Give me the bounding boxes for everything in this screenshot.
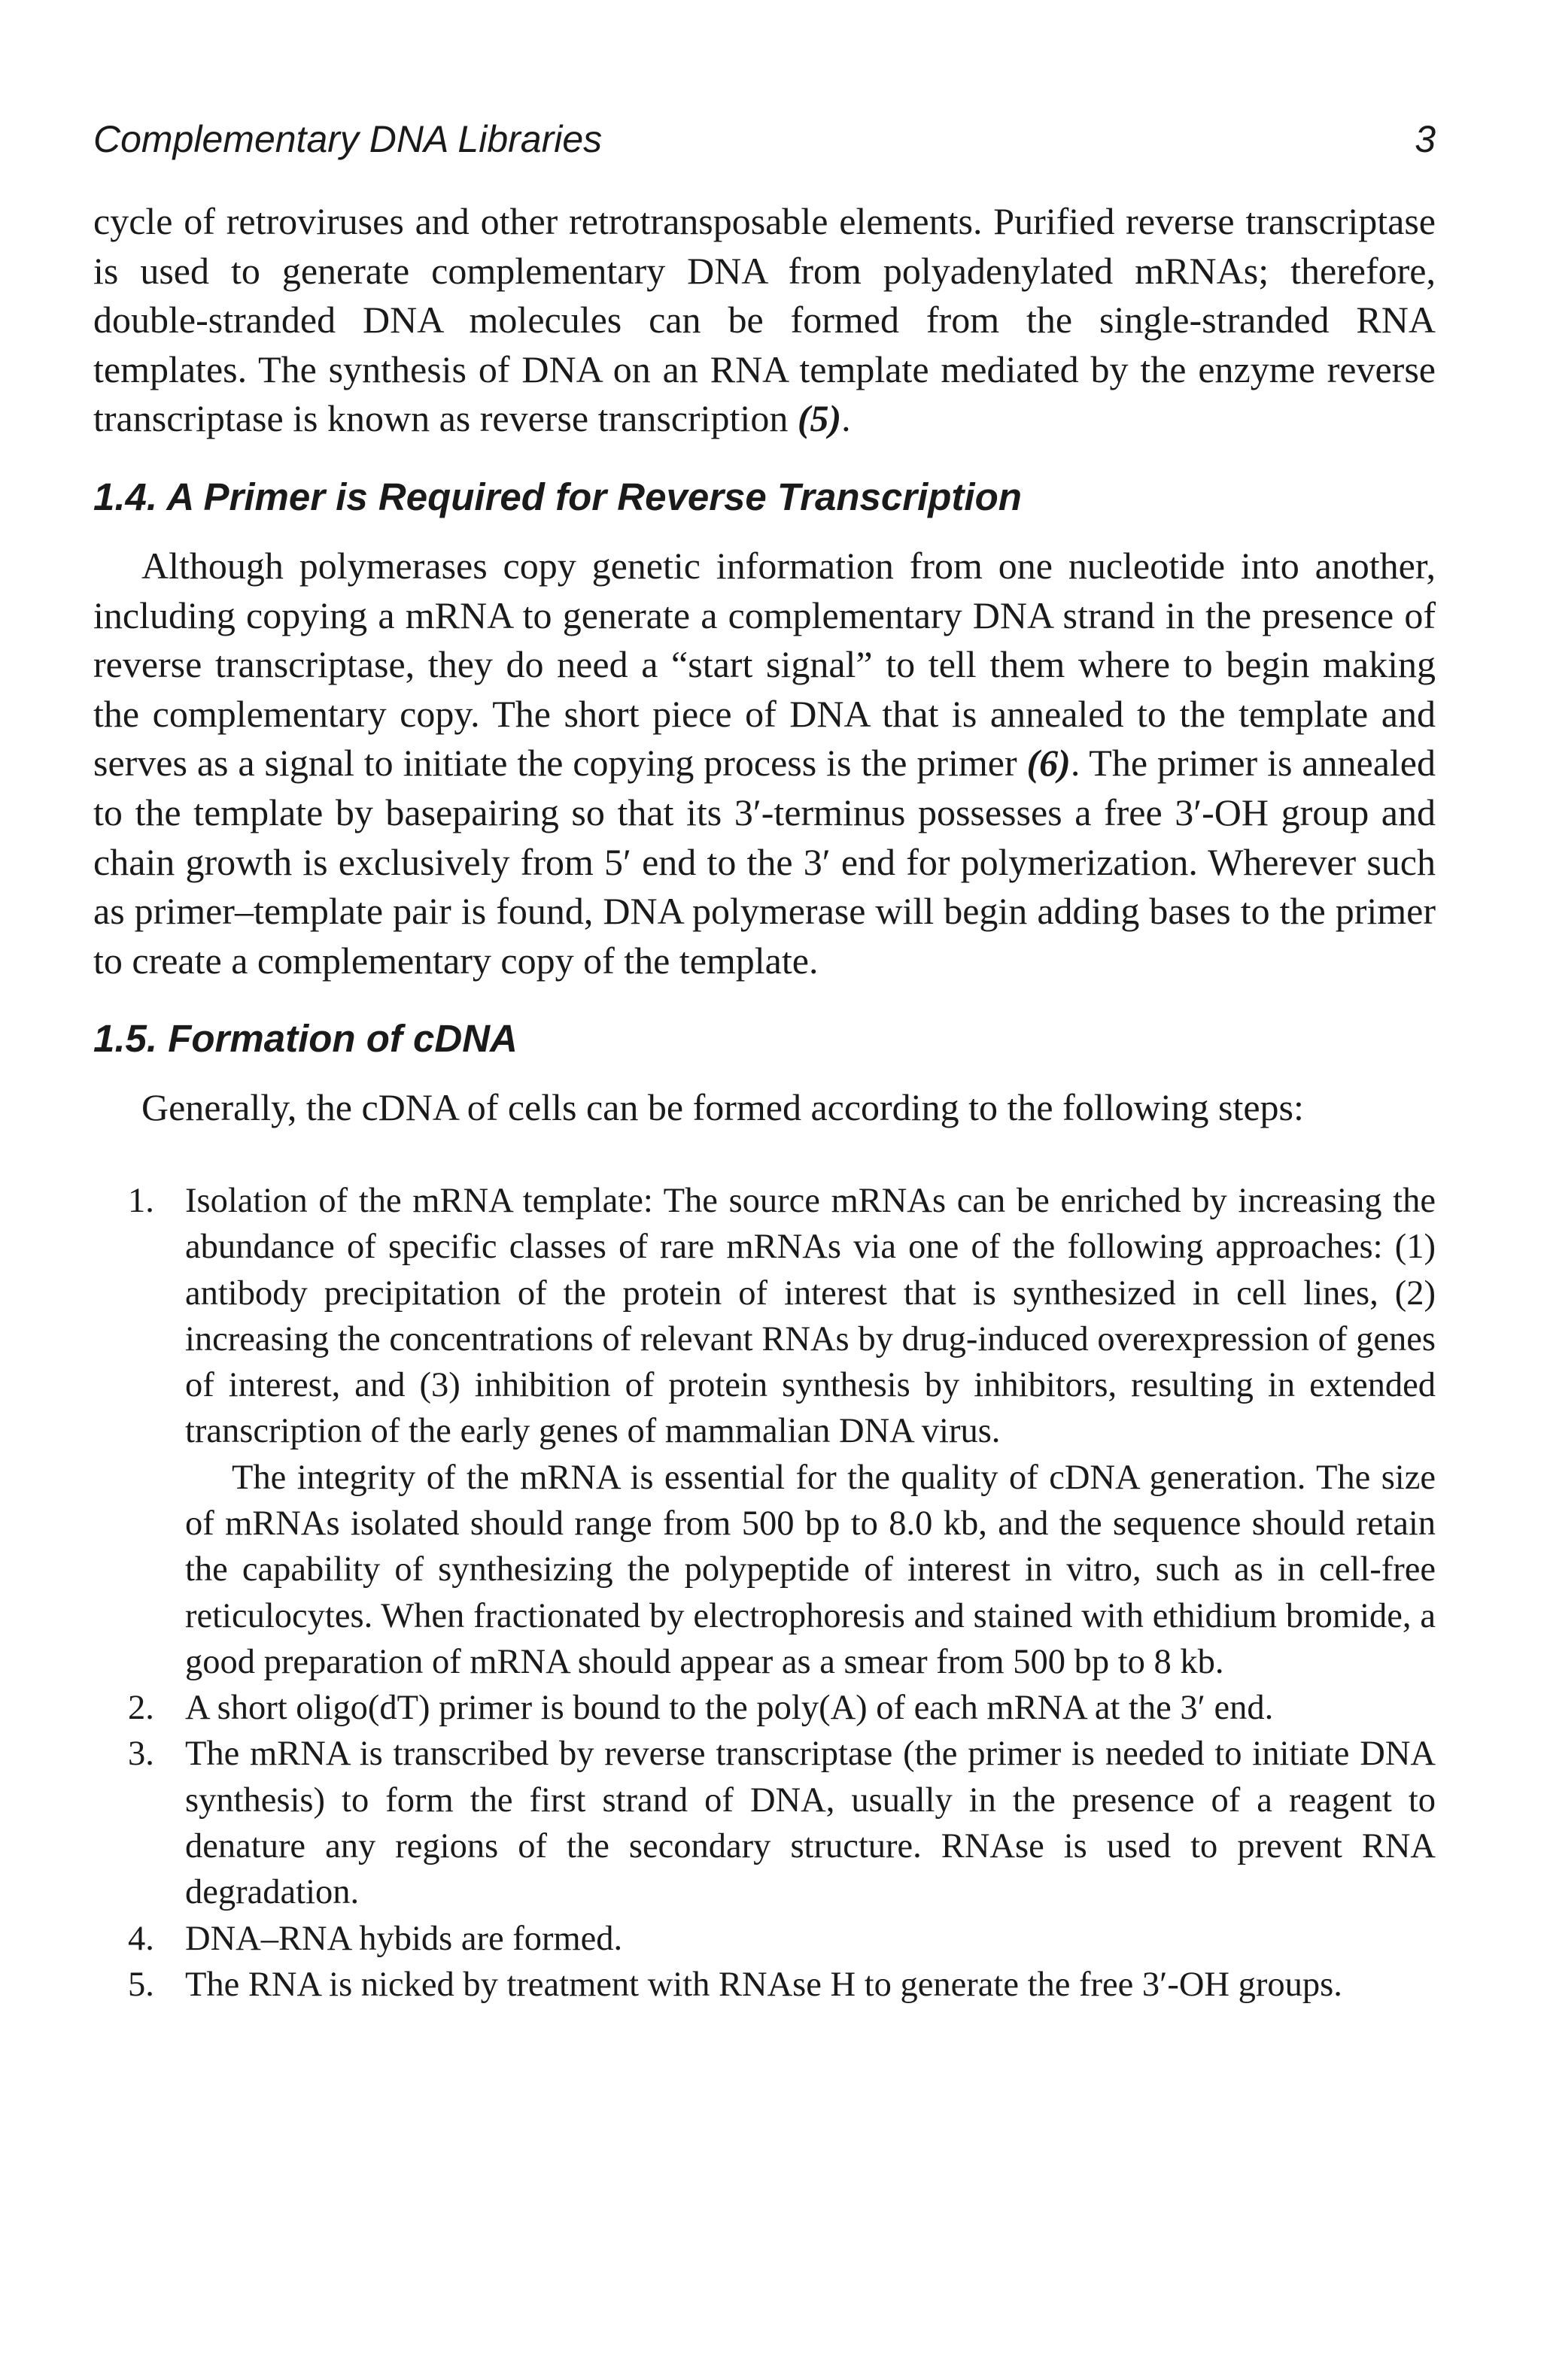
running-head-title: Complementary DNA Libraries — [93, 118, 603, 160]
intro-paragraph-text: cycle of retroviruses and other retrotransposable elements. Purified reverse transcriptase is used to generate complementary DNA from polyadenylated mRNAs; therefore, double-stranded DNA molecules can be formed from the single-stranded RNA templates. The synthesis of DNA on an RNA template mediated by the enzyme reverse transcriptase is known as reverse transcription — [93, 200, 1436, 440]
step-number: 1. — [128, 1181, 154, 1220]
step-text: DNA–RNA hybids are formed. — [185, 1919, 623, 1958]
section-heading-1-4: 1.4. A Primer is Required for Reverse Transcription — [93, 475, 1022, 518]
intro-paragraph — [93, 197, 1436, 444]
step-text: The RNA is nicked by treatment with RNAse H to generate the free 3′-OH groups. — [185, 1965, 1342, 2004]
step-subparagraph: The integrity of the mRNA is essential for the quality of cDNA generation. The size of mRNAs isolated should range from 500 bp to 8.0 kb, and the sequence should retain the capability of synthesizing the polypeptide of interest in vitro, such as in cell-free reticulocytes. When fractionated by electrophoresis and stained with ethidium bromide, a good preparation of mRNA should appear as a smear from 500 bp to 8 kb. — [185, 1458, 1436, 1681]
section-1-4-paragraph — [93, 542, 1436, 985]
page-number: 3 — [1415, 118, 1436, 160]
running-head — [93, 113, 1436, 165]
list-item — [93, 1731, 1436, 1915]
section-1-4-text-part2: . The primer is annealed to the template by basepairing so that its 3′-terminus possesses a free 3′-OH group and chain growth is exclusively from 5′ end to the 3′ end for polymerization. Wherever such as primer–template pair is found, DNA polymerase will begin adding bases to the primer to create a complementary copy of the template. — [93, 742, 1436, 982]
step-number: 5. — [128, 1965, 154, 2004]
section-1-5-paragraph: Generally, the cDNA of cells can be formed according to the following steps: — [141, 1086, 1304, 1129]
section-heading-1-5: 1.5. Formation of cDNA — [93, 1017, 518, 1061]
step-text: A short oligo(dT) primer is bound to the poly(A) of each mRNA at the 3′ end. — [185, 1689, 1274, 1728]
list-item — [93, 1178, 1436, 1685]
step-text: Isolation of the mRNA template: The source mRNAs can be enriched by increasing the abundance of specific classes of rare mRNAs via one of the following approaches: (1) antibody precipitation of the protein of interest that is synthesized in cell lines, (2) increasing the concentrations of relevant RNAs by drug-induced overexpression of genes of interest, and (3) inhibition of protein synthesis by inhibitors, resulting in extended transcription of the early genes of mammalian DNA virus. — [185, 1181, 1436, 1451]
step-number: 2. — [128, 1689, 154, 1728]
intro-paragraph-end: . — [841, 397, 851, 440]
section-1-4-text-part1: Although polymerases copy genetic information from one nucleotide into another, including copying a mRNA to generate a complementary DNA strand in the presence of reverse transcriptase, they do need a “start signal” to tell them where to begin making the complementary copy. The short piece of DNA that is annealed to the template and serves as a signal to initiate the copying process is the primer — [93, 544, 1436, 785]
page-body — [93, 197, 1436, 2008]
step-number: 4. — [128, 1919, 154, 1958]
citation-6: (6) — [1026, 742, 1071, 785]
step-number: 3. — [128, 1735, 154, 1774]
list-item — [93, 1962, 1436, 2008]
steps-list — [93, 1178, 1436, 2008]
list-item — [93, 1916, 1436, 1962]
citation-5: (5) — [797, 397, 842, 440]
list-item — [93, 1685, 1436, 1731]
step-text: The mRNA is transcribed by reverse transcriptase (the primer is needed to initiate DNA synthesis) to form the first strand of DNA, usually in the presence of a reagent to denature any regions of the secondary structure. RNAse is used to prevent RNA degradation. — [185, 1735, 1436, 1912]
